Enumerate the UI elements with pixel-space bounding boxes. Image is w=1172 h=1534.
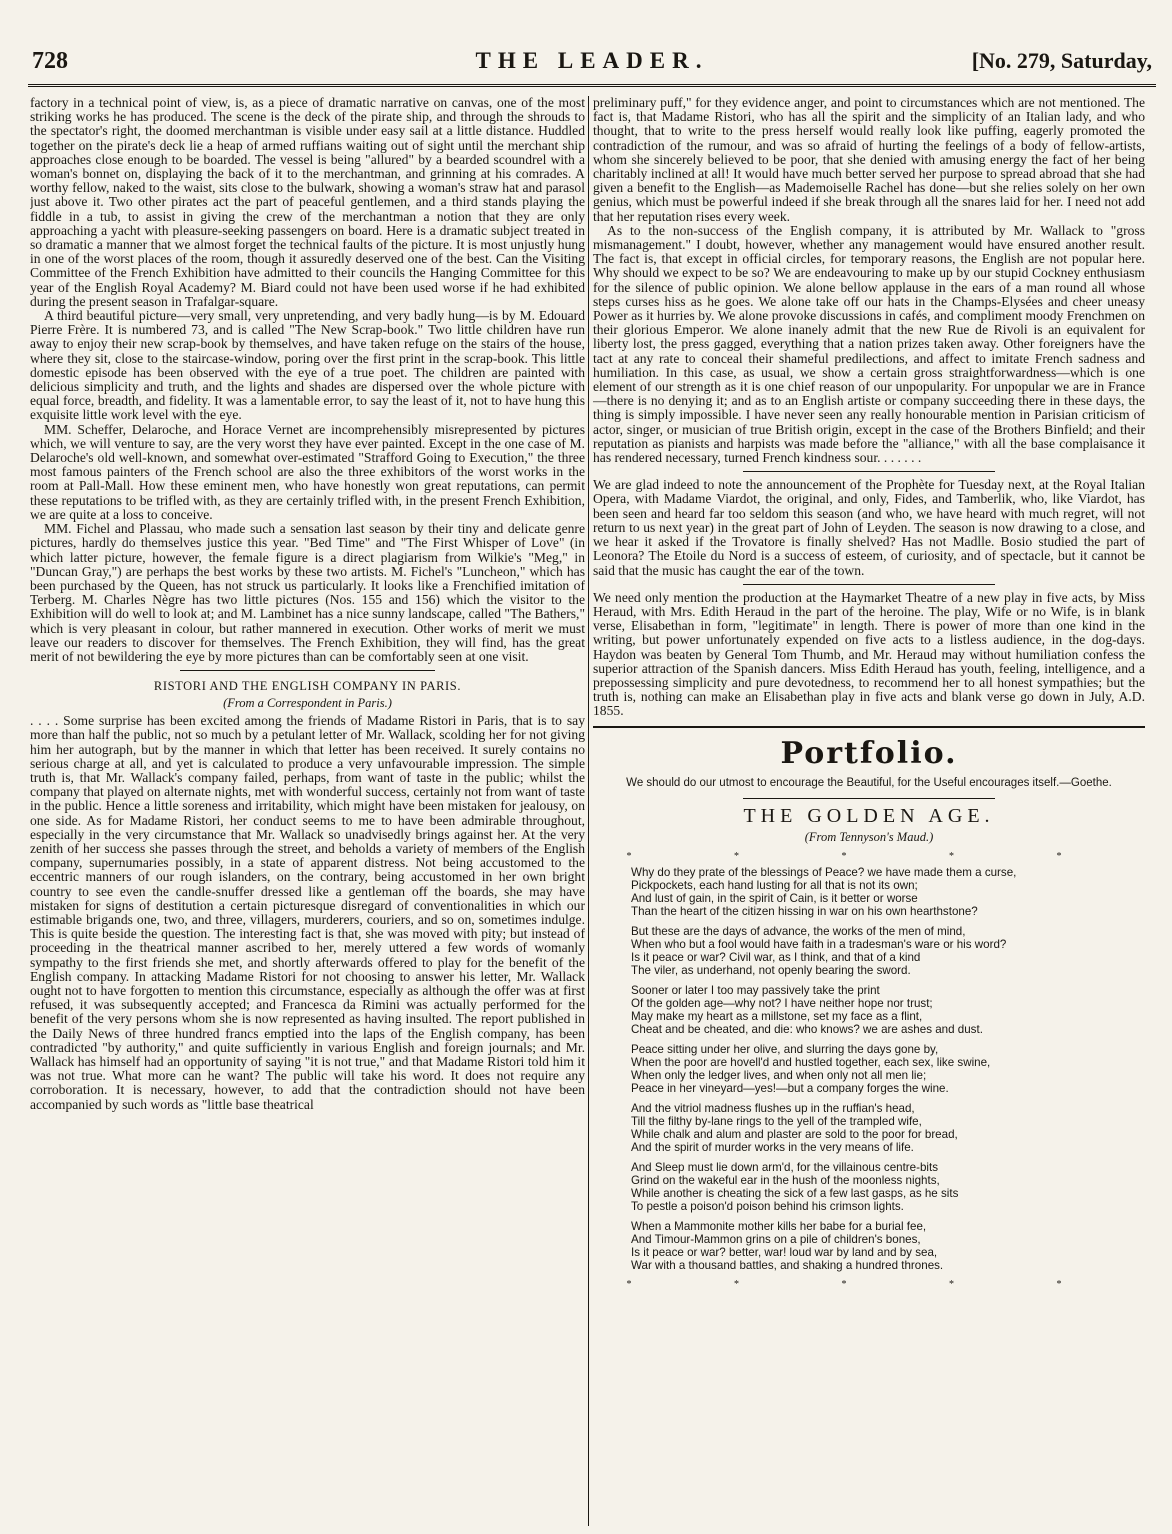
poem-line: Peace sitting under her olive, and slurring the days gone by, xyxy=(631,1042,939,1056)
section-divider xyxy=(743,584,995,585)
poem-line: And Sleep must lie down arm'd, for the villainous centre-bits xyxy=(631,1160,939,1174)
section-divider xyxy=(593,726,1145,728)
article-subtitle: (From a Correspondent in Paris.) xyxy=(223,696,392,711)
poem-subtitle: (From Tennyson's Maud.) xyxy=(804,829,934,844)
poem-line: And lust of gain, in the spirit of Cain, is it better or worse xyxy=(631,891,918,905)
section-divider xyxy=(743,798,995,799)
masthead-title: THE LEADER. xyxy=(475,48,709,73)
column-divider xyxy=(588,96,589,1526)
poem-line: The viler, as underhand, not openly bearing the sword. xyxy=(631,963,911,977)
poem-stanza xyxy=(631,1161,1145,1213)
page-number: 728 xyxy=(32,48,68,74)
poem-title: THE GOLDEN AGE. xyxy=(743,804,995,827)
poem-line: Sooner or later I too may passively take the print xyxy=(631,983,880,997)
poem-body xyxy=(593,866,1145,1272)
poem-stanza xyxy=(631,866,1145,918)
article-paragraph: . . . . Some surprise has been excited among the friends of Madame Ristori in Paris, that is to say more than half the public, not so much by a petulant letter of Mr. Wallack, scolding her for not giving him her autograph, but by the manner in which that letter has been received. It surely contains no serious charge at all, and yet is calculated to produce a very unfavourable impression. The simple truth is, that Mr. Wallack's company failed, perhaps, from want of taste in the public; whilst the company that played on alternate nights, met with wonderful success, certainly not from want of taste in the public. Hence a little soreness and irritability, which might have been mistaken for jealousy, on one side. As for Madame Ristori, her conduct seems to me to have been admirable throughout, especially in the very circumstance that Mr. Wallack so unadvisedly brings against her. At the very zenith of her success she passes through the street, and beholds a variety of members of the English company, supernumaries possibly, in a state of apparent distress. Not being accustomed to the eccentric manners of our rough islanders, on the contrary, being accustomed in her own bright country to see even the candle-snuffer dressed like a gentleman off the boards, she may have mistaken for signs of destitution a certain picturesque disregard of conventionalities in which our estimable brigands one, two, and three, villagers, murderers, couriers, and so on, sometimes indulge. This is quite beside the question. The interesting fact is that, she was moved with pity; but instead of proceeding in the theatrical manner ascribed to her, merely uttered a few words of womanly sympathy to the first friends she met, and shortly afterwards offered to play for the benefit of the English company. In attacking Madame Ristori for not choosing to answer his letter, Mr. Wallack ought not to have forgotten to mention this circumstance, especially as although the offer was at first refused, it was subsequently accepted; and Francesca da Rimini was actually performed for the benefit of the very persons whom she is now represented as having insulted. The report published in the Daily News of three hundred francs emptied into the laps of the English company, has been contradicted "by authority," and quite sufficiently in various English and foreign journals; and Mr. Wallack has himself had an opportunity of saying "it is not true," and that Madame Ristori told him it was not true. What more can he want? The public will take his word. It does not require any corroboration. It is necessary, however, to add that the contradiction should not have been accompanied by such words as "little base theatrical xyxy=(30,713,585,1112)
left-column xyxy=(30,96,585,1526)
poem-line: To pestle a poison'd poison behind his crimson lights. xyxy=(631,1199,904,1213)
article-title: RISTORI AND THE ENGLISH COMPANY IN PARIS. xyxy=(153,679,462,694)
section-divider xyxy=(743,471,995,472)
article-paragraph: A third beautiful picture—very small, very unpretending, and very badly hung—is by M. Edouard Pierre Frère. It is numbered 73, and is called "The New Scrap-book." Two little children have run away to enjoy their new scrap-book by themselves, and have taken refuge on the stairs of the house, where they sit, close to the staircase-window, poring over the first print in the scrap-book. This little domestic episode has been observed with the eye of a true poet. The children are painted with delicious simplicity and truth, and the lights and shades are dispersed over the whole picture with equal force, breadth, and fidelity. It was a lamentable error, to say the least of it, not to have hung this exquisite little work level with the eye. xyxy=(30,308,585,423)
poem-line: When who but a fool would have faith in a tradesman's ware or his word? xyxy=(631,937,1007,951)
poem-line: And the vitriol madness flushes up in the ruffian's head, xyxy=(631,1101,915,1115)
poem-line: May make my heart as a millstone, set my face as a flint, xyxy=(631,1009,923,1023)
theatre-notice: We need only mention the production at the Haymarket Theatre of a new play in five acts, by Miss Heraud, with Mrs. Edith Heraud in the part of the heroine. The play, Wife or no Wife, is in blank verse, Elisabethan in form, "legitimate" in length. There is power of more than one kind in the writing, but power unfortunately expended on five acts to a listless audience, in the dog-days. Haydon was beaten by General Tom Thumb, and Mr. Heraud may without humiliation confess the superior attraction of the Spanish dancers. Miss Edith Heraud has youth, feeling, intelligence, and a prepossessing simplicity and pure devotedness, to recommend her to all honest sympathies; but the truth is, nothing can make an Elisabethan play in five acts and blank verse go down in July, A.D. 1855. xyxy=(593,589,1145,719)
poem-stanza xyxy=(631,925,1145,977)
article-paragraph: MM. Scheffer, Delaroche, and Horace Vernet are incomprehensibly misrepresented by pictures which, we will venture to say, are the very worst they have ever painted. Except in the one case of M. Delaroche's old well-known, and somewhat over-estimated "Strafford Going to Execution," the three most famous painters of the French school are also the three exhibitors of the worst works in the room at Pall-Mall. How these eminent men, who have honestly won great reputations, can permit these reputations to be trifled with, as they are certainly trifled with, in the present French Exhibition, we are quite at a loss to conceive. xyxy=(30,421,585,522)
poem-line: When the poor are hovell'd and hustled together, each sex, like swine, xyxy=(631,1055,991,1069)
poem-stanza xyxy=(631,1102,1145,1154)
right-column xyxy=(593,96,1145,1526)
ornament-stars-end: * * * * * xyxy=(626,1278,1112,1290)
portfolio-heading: Portfolio. xyxy=(780,735,958,771)
poem-line: And the spirit of murder works in the very means of life. xyxy=(631,1140,914,1154)
poem-line: War with a thousand battles, and shaking a hundred thrones. xyxy=(631,1258,944,1272)
poem-line: Peace in her vineyard—yes!—but a company forges the wine. xyxy=(631,1081,949,1095)
poem-line: Cheat and be cheated, and die: who knows? we are ashes and dust. xyxy=(631,1022,983,1036)
poem-line: Grind on the wakeful ear in the hush of the moonless nights, xyxy=(631,1173,940,1187)
article-paragraph: factory in a technical point of view, is, as a piece of dramatic narrative on canvas, one of the most striking works he has produced. The scene is the deck of the pirate ship, and through the shrouds to the spectator's right, the doomed merchantman is visible under easy sail at a little distance. Huddled together on the pirate's deck lie a heap of armed ruffians waiting out of sight until the merchant ship approaches close enough to be boarded. The vessel is being "allured" by a bearded scoundrel with a woman's bonnet on, displaying the back of it to the merchantman, and grinning at his comrades. A worthy fellow, naked to the waist, sits close to the bulwark, showing a woman's straw hat and parasol just above it. Two other pirates act the part of peaceful gentlemen, and a third stands playing the fiddle in a tub, to assist in giving the crew of the merchantman a notion that they are only approaching a yacht with pleasure-seeking passengers on board. Here is a dramatic subject treated in so dramatic a manner that we almost forget the technical faults of the picture. It is most unjustly hung in one of the worst places of the room, though it assuredly deserved one of the best. Can the Visiting Committee of the French Exhibition have admitted to their councils the Hanging Committee for this year of the English Royal Academy? M. Biard could not have been used worse if he had exhibited during the present season in Trafalgar-square. xyxy=(30,96,585,309)
poem-line: Of the golden age—why not? I have neither hope nor trust; xyxy=(631,996,933,1010)
poem-stanza xyxy=(631,1220,1145,1272)
poem-line: While another is cheating the sick of a few last gasps, as he sits xyxy=(631,1186,959,1200)
poem-line: Is it peace or war? better, war! loud war by land and by sea, xyxy=(631,1245,938,1259)
poem-line: Why do they prate of the blessings of Peace? we have made them a curse, xyxy=(631,865,1017,879)
poem-line: And Timour-Mammon grins on a pile of children's bones, xyxy=(631,1232,921,1246)
issue-number: [No. 279, Saturday, xyxy=(971,48,1152,73)
portfolio-motto: We should do our utmost to encourage the Beautiful, for the Useful encourages itself.—Goethe. xyxy=(626,776,1112,789)
poem-line: Than the heart of the citizen hissing in war on his own hearthstone? xyxy=(631,904,978,918)
opera-notice: We are glad indeed to note the announcement of the Prophète for Tuesday next, at the Royal Italian Opera, with Madame Viardot, the original, and only, Fides, and Tamberlik, who, like Viardot, has been seen and heard far too seldom this season (and who, we have heard with much regret, will not return to us next year) in the great part of John of Leyden. The season is now drawing to a close, and we hear it asked if the Trovatore is finally shelved? Has not Madlle. Bosio studied the part of Leonora? The Etoile du Nord is a success of esteem, of curiosity, and of spectacle, but it cannot be said that the music has caught the ear of the town. xyxy=(593,477,1145,578)
poem-line: Pickpockets, each hand lusting for all that is not its own; xyxy=(631,878,918,892)
article-paragraph: MM. Fichel and Plassau, who made such a sensation last season by their tiny and delicate genre pictures, hardly do themselves justice this year. "Bed Time" and "The First Whisper of Love" (in which latter picture, however, the female figure is a direct plagiarism from Wilkie's "Meg," in "Duncan Gray,") are perhaps the best works by these two artists. M. Fichel's "Luncheon," which has been purchased by the Queen, has not struck us particularly. It looks like a Frenchified imitation of Terberg. M. Charles Nègre has two little pictures (Nos. 155 and 156) which the visitor to the Exhibition will do well to look at; and M. Lambinet has a nice sunny landscape, called "The Bathers," which is very pleasant in colour, but rather mannered in execution. Other works of merit we must leave our readers to discover for themselves. The French Exhibition, they will find, has the great merit of not bewildering the eye by more pictures than can be comfortably seen at one visit. xyxy=(30,521,585,664)
poem-line: When only the ledger lives, and when only not all men lie; xyxy=(631,1068,927,1082)
poem-stanza xyxy=(631,1043,1145,1095)
ornament-stars: * * * * * xyxy=(626,850,1112,862)
poem-line: When a Mammonite mother kills her babe for a burial fee, xyxy=(631,1219,927,1233)
poem-line: While chalk and alum and plaster are sold to the poor for bread, xyxy=(631,1127,958,1141)
poem-line: Is it peace or war? Civil war, as I think, and that of a kind xyxy=(631,950,921,964)
article-paragraph: As to the non-success of the English company, it is attributed by Mr. Wallack to "gross mismanagement." I doubt, however, whether any management would have ensured another result. The fact is, that except in official circles, for temporary reasons, the English are not popular here. Why should we expect to be so? We are endeavouring to make up by our stupid Cockney enthusiasm for the silence of public opinion. We alone bellow applause in the ears of a man round all whose steps curses hiss as he goes. We alone take off our hats in the Champs-Elysées and cheer uneasy Power as it hurries by. We alone provoke discussions in cafés, and compliment moody Frenchmen on their glorious Emperor. We alone inanely admit that the new Rue de Rivoli is an equivalent for liberty lost, the press gagged, everything that a nation prizes taken away. Other foreigners have the tact at any rate to conceal their shameful predilections, and affect to imitate French sadness and humiliation. In this case, as usual, we show a certain gross straightforwardness—which is one element of our strength as it is one chief reason of our unpopularity. For unpopular we are in France—there is no denying it; and as to an English artiste or company succeeding there in these days, the thing is simply impossible. I have never seen any really honourable mention in Parisian criticism of actor, singer, or musician of true British origin, except in the case of the Brothers Binfield; and their reputation as pianists and harpists was made before the "alliance," with all the base complaisance it has rendered necessary, turned French kindness sour. . . . . . . xyxy=(593,222,1145,466)
section-divider xyxy=(180,670,435,671)
page-header xyxy=(28,44,1156,87)
article-paragraph: preliminary puff," for they evidence anger, and point to circumstances which are not mentioned. The fact is, that Madame Ristori, who has all the spirit and the simplicity of an Italian lady, and who thought, that to write to the press herself would really look like puffing, eagerly promoted the contradiction of the rumour, and was so afraid of hurting the feelings of a body of fellow-artists, whom she sincerely believed to be poor, that she denied with amusing energy the fact of her being charitably inclined at all! It would have much better served her purpose to spread abroad that she had given a benefit to the English—as Mademoiselle Rachel has done—but she relies solely on her own genius, which must be powerful indeed if she break through all the snares laid for her. I need not add that her reputation rises every week. xyxy=(593,96,1145,224)
poem-stanza xyxy=(631,984,1145,1036)
poem-line: But these are the days of advance, the works of the men of mind, xyxy=(631,924,966,938)
poem-line: Till the filthy by-lane rings to the yell of the trampled wife, xyxy=(631,1114,922,1128)
